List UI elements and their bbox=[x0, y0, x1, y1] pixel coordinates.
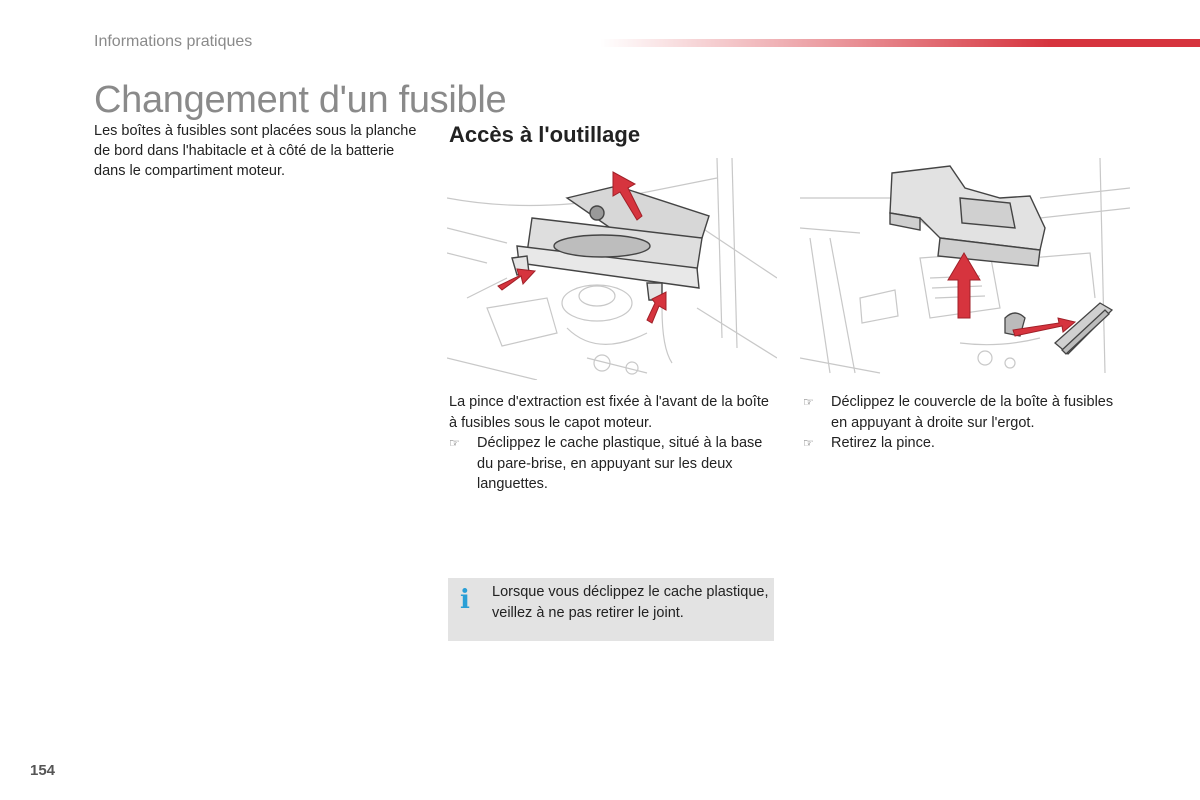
step-column-1 bbox=[449, 392, 769, 495]
info-note-box bbox=[448, 578, 774, 641]
step-item bbox=[803, 433, 1123, 454]
pointing-hand-icon: ☞ bbox=[449, 436, 460, 450]
header-accent-bar bbox=[600, 39, 1200, 47]
pointing-hand-icon: ☞ bbox=[803, 395, 814, 409]
page-title: Changement d'un fusible bbox=[94, 79, 507, 121]
section-header: Informations pratiques bbox=[94, 33, 253, 50]
step-column-2 bbox=[803, 392, 1123, 454]
step-text: Retirez la pince. bbox=[831, 435, 935, 451]
section-subheading: Accès à l'outillage bbox=[449, 122, 641, 147]
step-text: Déclippez le cache plastique, situé à la base du pare-brise, en appuyant sur les deux languettes. bbox=[477, 435, 763, 492]
step-text: Déclippez le couvercle de la boîte à fusibles en appuyant à droite sur l'ergot. bbox=[831, 394, 1114, 431]
info-icon: i bbox=[460, 585, 470, 615]
column-1-paragraph: La pince d'extraction est fixée à l'avant de la boîte à fusibles sous le capot moteur. bbox=[449, 394, 769, 431]
step-item bbox=[803, 392, 1123, 433]
step-item bbox=[449, 433, 769, 495]
info-note-text: Lorsque vous déclippez le cache plastique, veillez à ne pas retirer le joint. bbox=[492, 584, 769, 621]
pointing-hand-icon: ☞ bbox=[803, 436, 814, 450]
windshield-cover-illustration bbox=[447, 158, 777, 380]
page-number: 154 bbox=[30, 762, 56, 779]
intro-paragraph: Les boîtes à fusibles sont placées sous la planche de bord dans l'habitacle et à côté de la batterie dans le compartiment moteur. bbox=[94, 123, 417, 179]
fusebox-cover-illustration bbox=[800, 158, 1130, 380]
